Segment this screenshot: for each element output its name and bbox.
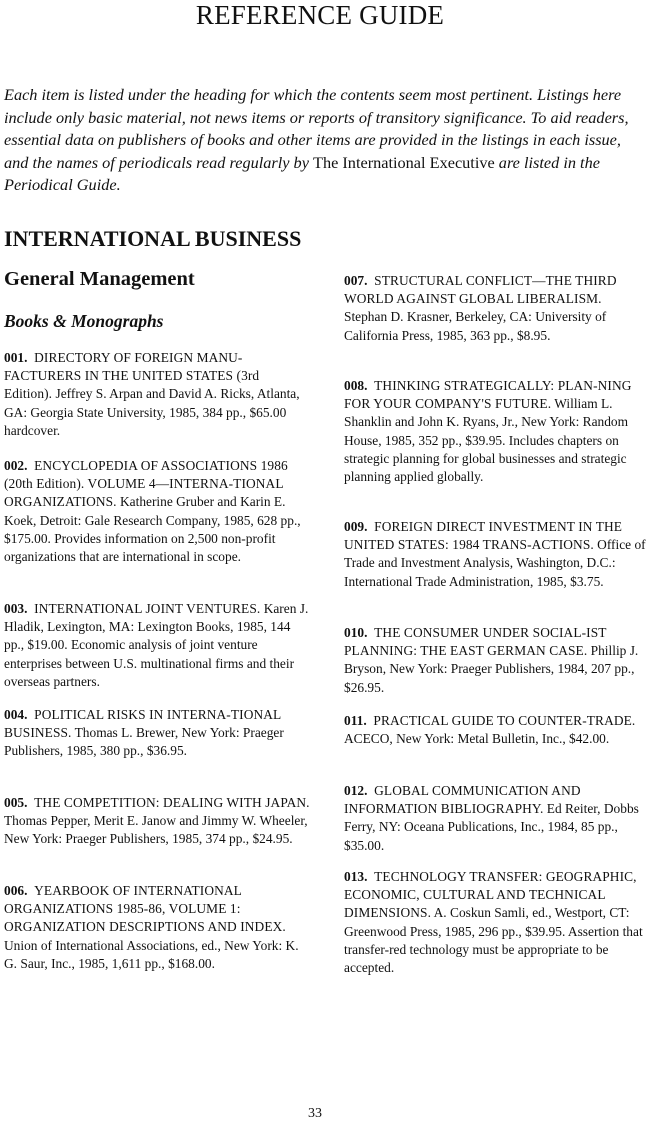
list-item bbox=[4, 882, 310, 973]
entry-details: Stephan D. Krasner, Berkeley, CA: University of California Press, 1985, 363 pp., $8.95. bbox=[344, 309, 607, 343]
intro-text-before: Each item is listed under the heading for which the contents seem most pertinent. Listings here include only basic material, not news items or reports of transitory significance. To aid readers, essential data on publishers of books and other items are provided in the listings in each issue, and the names of periodicals read regularly by bbox=[4, 85, 629, 172]
entry-details: William L. Shanklin and John K. Ryans, Jr., New York: Random House, 1985, 352 pp., $39.95. Includes chapters on strategic planning for global businesses and strategic planning applied globally. bbox=[344, 396, 629, 485]
entry-title: STRUCTURAL CONFLICT—THE THIRD WORLD AGAINST GLOBAL LIBERALISM. bbox=[344, 273, 617, 307]
list-item bbox=[344, 518, 648, 591]
intro-paragraph bbox=[4, 84, 640, 197]
entry-number: 008. bbox=[344, 378, 368, 393]
entry-number: 011. bbox=[344, 713, 367, 728]
section-heading: INTERNATIONAL BUSINESS bbox=[4, 226, 302, 251]
page-title: REFERENCE GUIDE bbox=[195, 0, 445, 30]
page-number: 33 bbox=[308, 1106, 322, 1121]
category-heading: Books & Monographs bbox=[4, 311, 164, 331]
subsection-heading: General Management bbox=[4, 268, 195, 290]
entry-number: 001. bbox=[4, 350, 28, 365]
entry-number: 013. bbox=[344, 869, 368, 884]
entry-title: DIRECTORY OF FOREIGN MANU-FACTURERS IN THE UNITED STATES (3rd Edition). bbox=[4, 350, 260, 402]
list-item bbox=[4, 794, 310, 849]
entry-details: Union of International Associations, ed., New York: K. G. Saur, Inc., 1985, 1,611 pp., $168.00. bbox=[4, 937, 299, 971]
entry-title: THE CONSUMER UNDER SOCIAL-IST PLANNING: THE EAST GERMAN CASE. bbox=[344, 625, 607, 659]
list-item bbox=[344, 782, 648, 855]
entry-title: PRACTICAL GUIDE TO COUNTER-TRADE. bbox=[373, 713, 636, 728]
entry-number: 004. bbox=[4, 707, 28, 722]
entry-number: 010. bbox=[344, 625, 368, 640]
entry-number: 009. bbox=[344, 519, 368, 534]
entry-title: GLOBAL COMMUNICATION AND INFORMATION BIBLIOGRAPHY. bbox=[344, 783, 581, 817]
entry-details: Thomas L. Brewer, New York: Praeger Publishers, 1985, 380 pp., $36.95. bbox=[4, 725, 284, 759]
entry-number: 007. bbox=[344, 273, 368, 288]
entry-title: INTERNATIONAL JOINT VENTURES. bbox=[34, 601, 261, 616]
list-item bbox=[344, 868, 648, 977]
entry-details: Katherine Gruber and Karin E. Koek, Detroit: Gale Research Company, 1985, 628 pp., $175.00. Provides information on 2,500 non-profit organizations that are international in scope. bbox=[4, 494, 301, 565]
list-item bbox=[4, 457, 310, 566]
list-item bbox=[344, 377, 648, 486]
entry-title: TECHNOLOGY TRANSFER: GEOGRAPHIC, ECONOMIC, CULTURAL AND TECHNICAL DIMENSIONS. bbox=[344, 869, 637, 921]
entry-details: Thomas Pepper, Merit E. Janow and Jimmy W. Wheeler, New York: Praeger Publishers, 1985, 374 pp., $24.95. bbox=[4, 813, 308, 847]
entry-details: Ed Reiter, Dobbs Ferry, NY: Oceana Publications, Inc., 1984, 85 pp., $35.00. bbox=[344, 801, 639, 853]
entry-title: FOREIGN DIRECT INVESTMENT IN THE UNITED STATES: 1984 TRANS-ACTIONS. bbox=[344, 519, 623, 553]
entry-details: Office of Trade and Investment Analysis, Washington, D.C.: International Trade Administration, 1985, $3.75. bbox=[344, 537, 646, 589]
list-item bbox=[344, 624, 648, 697]
entry-number: 012. bbox=[344, 783, 368, 798]
entry-details: A. Coskun Samli, ed., Westport, CT: Greenwood Press, 1985, 296 pp., $39.95. Assertion that transfer-red technology must be appropriate to be accepted. bbox=[344, 905, 643, 976]
entry-number: 006. bbox=[4, 883, 28, 898]
entry-title: ENCYCLOPEDIA OF ASSOCIATIONS 1986 (20th Edition). VOLUME 4—INTERNA-TIONAL ORGANIZATIONS. bbox=[4, 458, 288, 510]
entry-title: THINKING STRATEGICALLY: PLAN-NING FOR YOUR COMPANY'S FUTURE. bbox=[344, 378, 632, 412]
list-item bbox=[4, 600, 310, 691]
entry-number: 003. bbox=[4, 601, 28, 616]
entry-details: ACECO, New York: Metal Bulletin, Inc., $42.00. bbox=[344, 731, 610, 747]
entry-title: THE COMPETITION: DEALING WITH JAPAN. bbox=[34, 795, 310, 810]
intro-text-after: are listed in the Periodical Guide. bbox=[4, 152, 600, 195]
list-item bbox=[4, 349, 310, 440]
entry-title: YEARBOOK OF INTERNATIONAL ORGANIZATIONS 1985-86, VOLUME 1: ORGANIZATION DESCRIPTIONS AND INDEX. bbox=[4, 883, 286, 935]
entry-details: Phillip J. Bryson, New York: Praeger Publishers, 1984, 207 pp., $26.95. bbox=[344, 643, 639, 695]
intro-publication-name: The International Executive bbox=[313, 152, 495, 172]
list-item bbox=[344, 272, 648, 345]
entry-details: Jeffrey S. Arpan and David A. Ricks, Atlanta, GA: Georgia State University, 1985, 384 pp., $65.00 hardcover. bbox=[4, 386, 300, 438]
list-item bbox=[344, 712, 648, 748]
entry-details: Karen J. Hladik, Lexington, MA: Lexington Books, 1985, 144 pp., $19.00. Economic analysis of joint venture enterprises between U.S. multinational firms and their overseas partners. bbox=[4, 601, 309, 689]
list-item bbox=[4, 706, 310, 761]
entry-number: 002. bbox=[4, 458, 28, 473]
entry-number: 005. bbox=[4, 795, 28, 810]
entry-title: POLITICAL RISKS IN INTERNA-TIONAL BUSINESS. bbox=[4, 707, 281, 741]
